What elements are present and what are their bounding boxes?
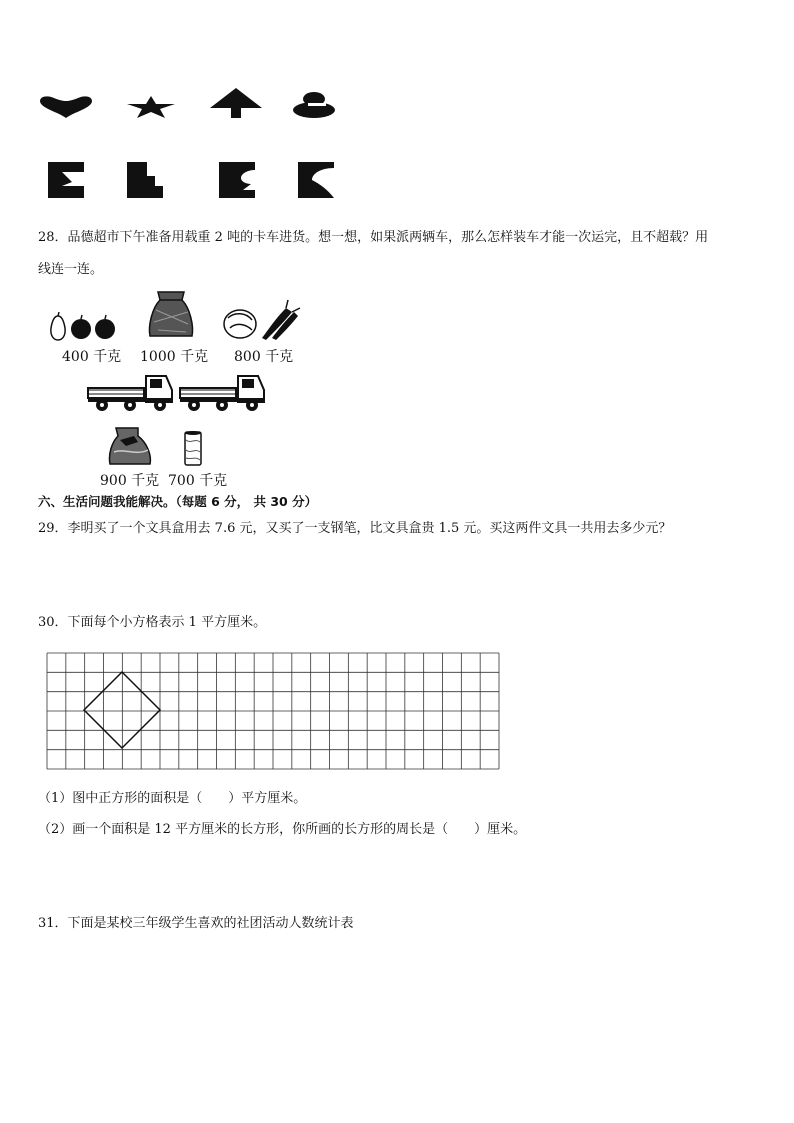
can-icon — [184, 430, 202, 466]
q31-text: 31．下面是某校三年级学生喜欢的社团活动人数统计表 — [38, 916, 354, 931]
notched-square-4-icon — [298, 162, 334, 198]
q30-sub2: （2）画一个面积是 12 平方厘米的长方形，你所画的长方形的周长是（ ）厘米。 — [38, 822, 527, 837]
vegetables-icon — [222, 300, 300, 340]
can-weight-label: 700 千克 — [168, 473, 228, 489]
star-icon — [127, 96, 175, 118]
q28-text-line2: 线连一连。 — [38, 262, 104, 277]
truck-icon — [180, 372, 266, 412]
q29-text: 29．李明买了一个文具盒用去 7.6 元，又买了一支钢笔，比文具盒贵 1.5 元。买这两件文具一共用去多少元？ — [38, 521, 672, 536]
truck-icon — [88, 372, 174, 412]
q30-sub1: （1）图中正方形的面积是（ ）平方厘米。 — [38, 791, 307, 806]
q28-text-line1: 28．品德超市下午准备用载重 2 吨的卡车进货。想一想，如果派两辆车，那么怎样装车才能一次运完，且不超载？用 — [38, 230, 709, 245]
bag-weight-label: 900 千克 — [100, 473, 160, 489]
square-grid — [46, 652, 502, 770]
figure-eight-icon — [292, 92, 336, 118]
sack-weight-label: 1000 千克 — [140, 349, 209, 365]
fruit-weight-label: 400 千克 — [62, 349, 122, 365]
vegetables-weight-label: 800 千克 — [234, 349, 294, 365]
section-6-heading: 六、生活问题我能解决。（每题 6 分， 共 30 分） — [38, 494, 318, 509]
arrow-up-icon — [210, 88, 262, 118]
sack-icon — [148, 290, 194, 340]
heart-icon — [40, 96, 92, 118]
q30-text: 30．下面每个小方格表示 1 平方厘米。 — [38, 615, 267, 630]
notched-square-3-icon — [219, 162, 255, 198]
notched-square-2-icon — [127, 162, 163, 198]
fruit-icon — [48, 312, 118, 340]
bag-icon — [108, 426, 152, 466]
notched-square-1-icon — [48, 162, 84, 198]
